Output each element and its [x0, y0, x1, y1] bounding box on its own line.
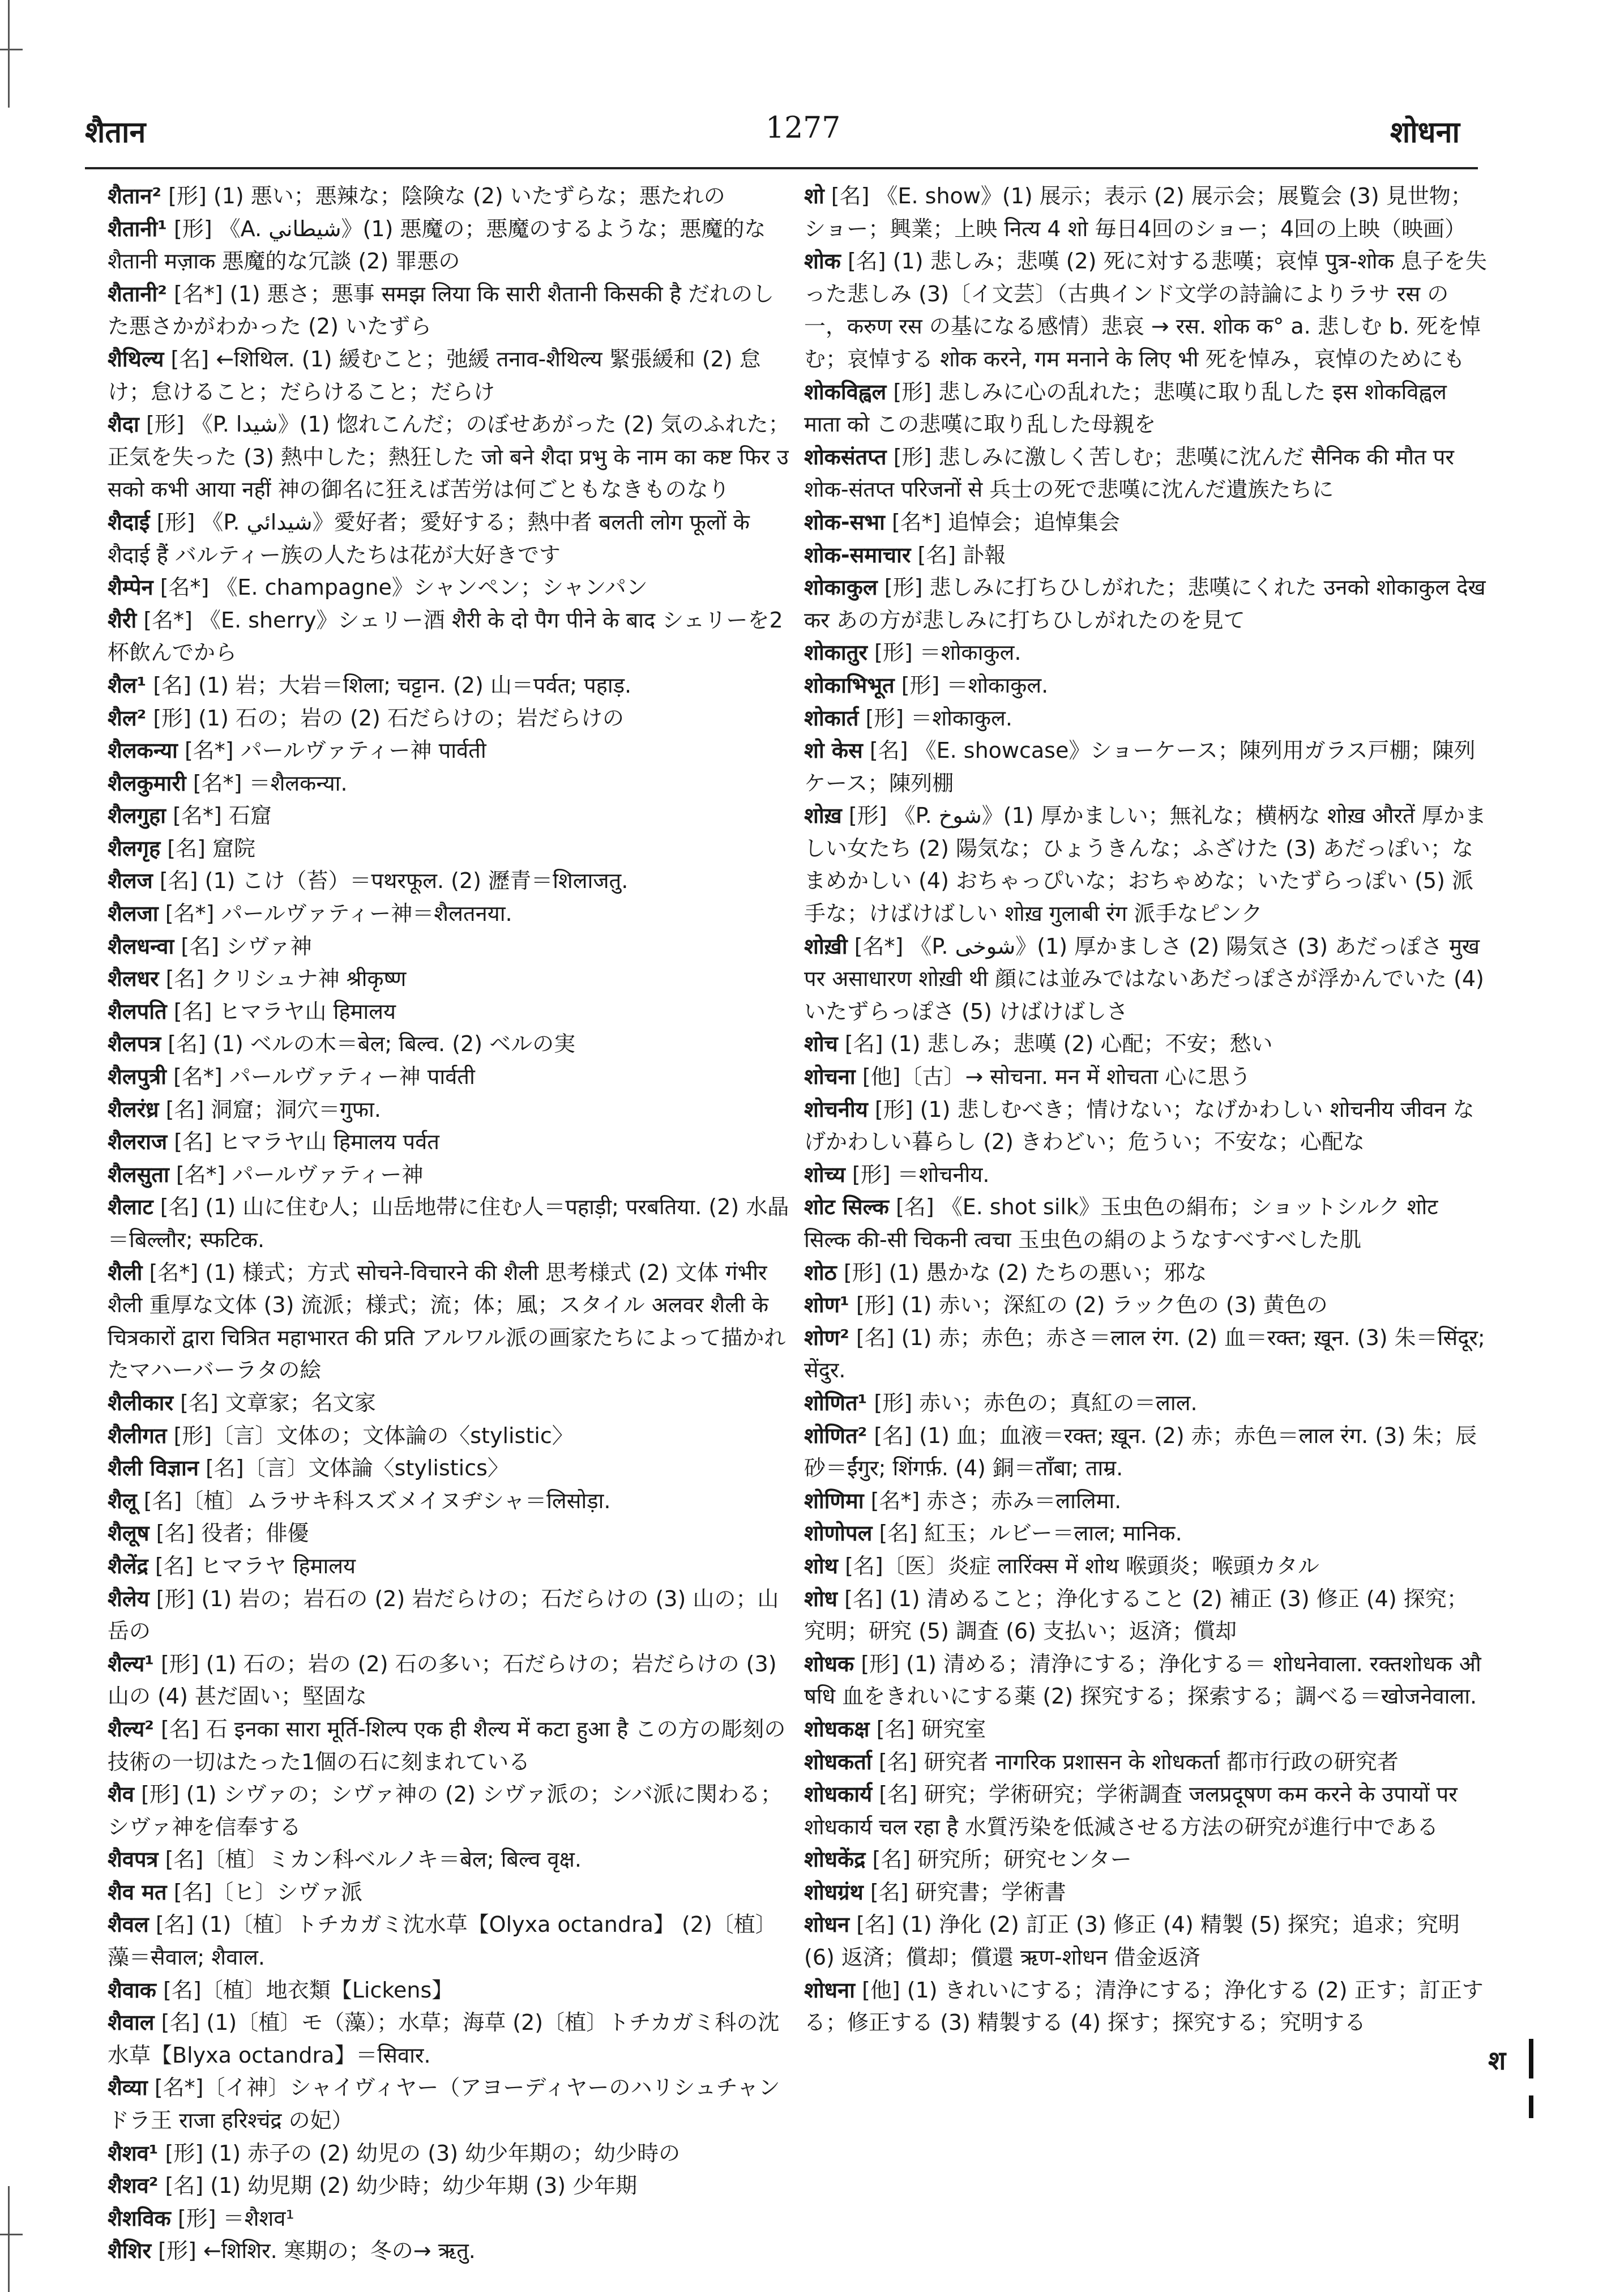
dictionary-entry — [108, 408, 793, 506]
entry-headword: शैलकन्या — [108, 738, 178, 763]
dictionary-entry — [804, 1974, 1489, 2039]
entry-definition: [形] (1) 赤子の (2) 幼児の (3) 幼少年期の；幼少時の — [165, 2140, 681, 2166]
entry-definition: [名]〔医〕炎症 लारिंक्स में शोथ 喉頭炎；喉頭カタル — [845, 1553, 1319, 1578]
dictionary-entry — [804, 539, 1489, 572]
dictionary-entry — [108, 702, 793, 735]
entry-headword: शोधना — [804, 1977, 855, 2003]
entry-definition: [名*] パールヴァティー神 — [176, 1162, 424, 1187]
entry-definition: [形] 悲しみに激しく苦しむ；悲嘆に沈んだ सैनिक की मौत पर शोक-संतप्त परिजनों से 兵士の死で悲嘆に沈んだ遺族たちに — [804, 444, 1454, 502]
dictionary-entry — [108, 1876, 793, 1909]
entry-headword: शैवाल — [108, 2010, 155, 2035]
entry-headword: शोठ — [804, 1260, 837, 1285]
entry-headword: शोणित² — [804, 1423, 867, 1448]
dictionary-entry — [804, 637, 1489, 669]
entry-headword: शैशव² — [108, 2173, 159, 2199]
entry-headword: शैतानी² — [108, 281, 167, 306]
entry-headword: शैरी — [108, 607, 137, 633]
entry-definition: [名] (1) 浄化 (2) 訂正 (3) 修正 (4) 精製 (5) 探究；追求；究明 (6) 返済；償却；償還 ऋण-शोधन 借金返済 — [804, 1912, 1460, 1970]
entry-definition: [名] (1) 赤；赤色；赤さ＝लाल रंग. (2) 血＝रक्त; ख़ून. (3) 朱＝सिंदूर; सेंदुर. — [804, 1325, 1485, 1383]
entry-definition: [形] 《P. شيدائي》愛好者；愛好する；熱中者 बलती लोग फूलों के शैदाई हैं バルティー族の人たちは花が大好きです — [108, 509, 750, 567]
dictionary-entry — [108, 1126, 793, 1159]
entry-definition: [名] (1)〔植〕トチカガミ沈水草【Olyxa octandra】 (2)〔植〕藻＝सैवाल; शैवाल. — [108, 1912, 777, 1970]
entry-definition: [形] 《P. شوخ》(1) 厚かましい；無礼な；横柄な शोख़ औरतें 厚かましい女たち (2) 陽気な；ひょうきんな；ふざけた (3) あだっぽい；なまめかしい (4) おちゃっぴいな；おちゃめな；いたずらっぽい (5) 派手な；けばけばしい शोख़ गुलाबी रंग 派手なピンク — [804, 803, 1486, 927]
dictionary-entry — [108, 1452, 793, 1485]
entry-headword: शोधग्रंथ — [804, 1879, 864, 1905]
entry-headword: शैव मत — [108, 1879, 167, 1905]
dictionary-entry — [108, 833, 793, 865]
entry-definition: [名] シヴァ神 — [181, 933, 312, 959]
dictionary-entry — [108, 1517, 793, 1550]
dictionary-entry — [804, 1289, 1489, 1322]
entry-headword: शैलीकार — [108, 1390, 174, 1415]
entry-definition: [名] ←शिथिल. (1) 緩むこと；弛緩 तनाव-शैथिल्य 緊張緩和 (2) 怠け；怠けること；だらけること；だらけ — [108, 346, 761, 404]
dictionary-entry — [108, 604, 793, 669]
entry-definition: [名*] 赤さ；赤み＝लालिमा. — [870, 1488, 1122, 1513]
left-running-headword: शैतान — [85, 116, 146, 150]
entry-definition: [形] (1) 愚かな (2) たちの悪い；邪な — [843, 1260, 1207, 1285]
entry-headword: शोकविह्वल — [804, 379, 887, 404]
crop-mark — [8, 2186, 10, 2292]
entry-definition: [名] 洞窟；洞穴＝गुफा. — [165, 1096, 381, 1122]
entry-headword: शोधकर्ता — [804, 1749, 872, 1774]
dictionary-entry — [108, 1191, 793, 1256]
entry-headword: शोख़ी — [804, 933, 848, 959]
dictionary-entry — [804, 1094, 1489, 1159]
dictionary-entry — [108, 1550, 793, 1583]
dictionary-entry — [108, 506, 793, 571]
entry-headword: शैलेंद्र — [108, 1553, 148, 1578]
entry-headword: शोकातुर — [804, 640, 867, 665]
entry-headword: शोथ — [804, 1553, 838, 1578]
entry-headword: शैशविक — [108, 2205, 171, 2231]
entry-headword: शैलगृह — [108, 835, 161, 861]
dictionary-entry — [804, 1028, 1489, 1061]
entry-headword: शैलेय — [108, 1586, 149, 1611]
entry-headword: शोधकक्ष — [804, 1716, 870, 1742]
dictionary-entry — [804, 1517, 1489, 1550]
dictionary-entry — [804, 1778, 1489, 1843]
entry-headword: शैलजा — [108, 901, 159, 927]
dictionary-entry — [108, 898, 793, 931]
entry-definition: [名] (1) 血；血液＝रक्त; ख़ून. (2) 赤；赤色＝लाल रंग. (3) 朱；辰砂＝ईंगुर; शिंगर्फ़. (4) 銅＝ताँबा; ताम्र. — [804, 1423, 1477, 1481]
entry-headword: शैलपुत्री — [108, 1064, 167, 1090]
dictionary-entry — [108, 735, 793, 767]
dictionary-entry — [108, 800, 793, 833]
dictionary-entry — [108, 2235, 793, 2268]
entry-headword: शोणित¹ — [804, 1390, 867, 1415]
entry-headword: शोच्य — [804, 1162, 845, 1187]
entry-headword: शोचनीय — [804, 1096, 868, 1122]
entry-headword: शैलपत्र — [108, 1031, 161, 1057]
entry-definition: [形] (1) 悪い；悪辣な；陰険な (2) いたずらな；悪たれの — [168, 183, 725, 208]
dictionary-entry — [804, 1746, 1489, 1779]
dictionary-entry — [804, 1843, 1489, 1876]
dictionary-entry — [108, 1420, 793, 1453]
entry-definition: [形] 《P. شيدا》(1) 惚れこんだ；のぼせあがった (2) 気のふれた；正気を失った (3) 熱中した；熱狂した जो बने शैदा प्रभु के नाम का कष्ट फिर उसको कभी आया नहीं 神の御名に狂えば苦労は何ごともなきものなり — [108, 412, 790, 502]
entry-headword: शोच — [804, 1031, 838, 1057]
dictionary-entry — [804, 245, 1489, 375]
entry-headword: शोचना — [804, 1064, 856, 1090]
entry-headword: शोकाभिभूत — [804, 672, 895, 698]
entry-headword: शैवपत्र — [108, 1847, 159, 1872]
entry-headword: शोख़ — [804, 803, 842, 829]
entry-definition: [名] 研究；学術研究；学術調査 जलप्रदूषण कम करने के उपायों पर शोधकार्य चल रहा है 水質汚染を低減させる方法の研究が進行中である — [804, 1782, 1458, 1839]
entry-headword: शैलूष — [108, 1521, 149, 1546]
entry-definition: [形] (1) シヴァの；シヴァ神の (2) シヴァ派の；シバ派に関わる；シヴァ神を信奉する — [108, 1782, 782, 1839]
entry-definition: [名] ヒマラヤ हिमालय — [155, 1553, 356, 1578]
entry-headword: शोध — [804, 1586, 838, 1611]
entry-definition: [名] クリシュナ神 श्रीकृष्ण — [165, 966, 407, 992]
entry-headword: शैलीगत — [108, 1423, 167, 1448]
dictionary-entry — [108, 2137, 793, 2170]
entry-headword: शैल्य¹ — [108, 1651, 154, 1676]
thumb-index-letter: श — [1488, 2045, 1506, 2076]
entry-headword: शैथिल्य — [108, 346, 164, 372]
entry-definition: [形] ＝शोचनीय. — [852, 1162, 990, 1187]
dictionary-entry — [108, 1028, 793, 1061]
header-rule — [85, 167, 1478, 169]
dictionary-entry — [108, 2072, 793, 2137]
entry-definition: [名] (1)〔植〕モ（藻）；水草；海草 (2)〔植〕トチカガミ科の沈水草【Blyxa octandra】＝सिवार. — [108, 2010, 780, 2068]
entry-definition: [名*] (1) 悪さ；悪事 समझ लिया कि सारी शैतानी किसकी है だれのした悪さかがわかった (2) いたずら — [108, 281, 775, 339]
entry-definition: [他]〔古〕→ सोचना. मन में शोचता 心に思う — [862, 1064, 1251, 1090]
entry-definition: [名]〔言〕文体論〈stylistics〉 — [206, 1456, 509, 1481]
entry-headword: शोकसंतप्त — [804, 444, 887, 470]
entry-headword: शैलसुता — [108, 1162, 169, 1187]
dictionary-entry — [108, 1648, 793, 1713]
entry-headword: शैलज — [108, 868, 153, 894]
entry-definition: [名] (1) 山に住む人；山岳地帯に住む人＝पहाड़ी; परबतिया. (2) 水晶＝बिल्लौर; स्फटिक. — [108, 1194, 789, 1252]
crop-mark — [8, 0, 10, 108]
entry-headword: शैलकुमारी — [108, 770, 186, 796]
entry-definition: [名] 役者；俳優 — [156, 1521, 309, 1546]
entry-headword: शैली विज्ञान — [108, 1456, 199, 1481]
entry-headword: शोण² — [804, 1325, 849, 1350]
entry-definition: [名] (1) ベルの木＝बेल; बिल्व. (2) ベルの実 — [168, 1031, 576, 1057]
dictionary-entry — [804, 506, 1489, 539]
entry-headword: शैलरंध्र — [108, 1096, 159, 1122]
dictionary-entry — [804, 1191, 1489, 1256]
entry-headword: शैलराज — [108, 1129, 168, 1155]
entry-definition: [形] ＝शोकाकुल. — [865, 705, 1012, 731]
entry-headword: शोधकार्य — [804, 1782, 873, 1807]
left-column — [108, 180, 793, 2268]
entry-definition: [名] (1) こけ（苔）＝पथरफूल. (2) 瀝青＝शिलाजतु. — [159, 868, 629, 894]
dictionary-entry — [804, 1648, 1489, 1713]
entry-definition: [他] (1) きれいにする；清浄にする；浄化する (2) 正す；訂正する；修正する (3) 精製する (4) 探す；探究する；究明する — [804, 1977, 1484, 2035]
dictionary-entry — [804, 1909, 1489, 1974]
entry-definition: [名] 《E. showcase》ショーケース；陳列用ガラス戸棚；陳列ケース；陳列棚 — [804, 738, 1476, 796]
entry-definition: [名*] パールヴァティー神 पार्वती — [184, 738, 486, 763]
dictionary-entry — [108, 767, 793, 800]
entry-definition: [形] 《A. شيطاني》(1) 悪魔の；悪魔のするような；悪魔的な शैतानी मज़ाक 悪魔的な冗談 (2) 罪悪の — [108, 216, 766, 274]
entry-definition: [名] 研究室 — [876, 1716, 986, 1742]
entry-headword: शो केस — [804, 738, 863, 763]
entry-headword: शोट सिल्क — [804, 1194, 889, 1220]
entry-headword: शोधन — [804, 1912, 850, 1937]
entry-definition: [名] (1) 悲しみ；悲嘆 (2) 死に対する悲嘆；哀悼 पुत्र-शोक 息子を失った悲しみ (3)〔イ文芸〕（古典インド文学の詩論によりラサ रस の一，करुण रस の基になる感情）悲哀 → रस. शोक क° a. 悲しむ b. 死を悼む；哀悼する शोक करने, गम मनाने के लिए भी 死を悼み，哀悼のためにも — [804, 249, 1487, 372]
dictionary-entry — [804, 702, 1489, 735]
entry-definition: [名] 窟院 — [167, 835, 256, 861]
dictionary-entry — [108, 1974, 793, 2007]
entry-definition: [名] 石 इनका सारा मूर्ति-शिल्प एक ही शैल्य में कटा हुआ है この方の彫刻の技術の一切はたった1個の石に刻まれている — [108, 1716, 786, 1774]
entry-headword: शोकार्त — [804, 705, 859, 731]
entry-definition: [名] (1) 岩；大岩＝शिला; चट्टान. (2) 山＝पर्वत; पहाड़. — [153, 672, 632, 698]
dictionary-entry — [108, 1387, 793, 1420]
entry-headword: शैदाई — [108, 509, 150, 535]
dictionary-entry — [108, 213, 793, 278]
dictionary-entry — [804, 931, 1489, 1028]
entry-headword: शैतानी¹ — [108, 216, 167, 241]
entry-definition: [名] 研究者 नागरिक प्रशासन के शोधकर्ता 都市行政の研究者 — [878, 1749, 1399, 1774]
entry-headword: शैलधर — [108, 966, 159, 992]
dictionary-entry — [804, 180, 1489, 245]
entry-definition: [名*] ＝शैलकन्या. — [193, 770, 348, 796]
entry-definition: [名]〔植〕ミカン科ベルノキ＝बेल; बिल्व वृक्ष. — [165, 1847, 582, 1872]
entry-definition: [名*] パールヴァティー神＝शैलतनया. — [165, 901, 512, 927]
entry-definition: [名] 訃報 — [917, 542, 1006, 567]
dictionary-entry — [804, 1159, 1489, 1192]
dictionary-entry — [804, 571, 1489, 637]
entry-headword: शैल² — [108, 705, 147, 731]
entry-definition: [形] (1) 赤い；深紅の (2) ラック色の (3) 黄色の — [856, 1292, 1328, 1318]
entry-headword: शैलधन्वा — [108, 933, 174, 959]
entry-headword: शैली — [108, 1260, 143, 1285]
entry-headword: शैदा — [108, 412, 139, 437]
entry-definition: [形] 悲しみに心の乱れた；悲嘆に取り乱した इस शोकविह्वल माता को この悲嘆に取り乱した母親を — [804, 379, 1447, 437]
entry-headword: शैशिर — [108, 2238, 152, 2264]
dictionary-entry — [804, 376, 1489, 441]
entry-definition: [形] (1) 悲しむべき；情けない；なげかわしい शोचनीय जीवन なげかわしい暮らし (2) きわどい；危うい；不安な；心配な — [804, 1096, 1475, 1155]
entry-headword: शैलगुहा — [108, 803, 166, 829]
page-number: 1277 — [766, 111, 841, 145]
entry-definition: [名*] 《E. sherry》シェリー酒 शैरी के दो पैग पीने के बाद シェリーを2杯飲んでから — [108, 607, 783, 665]
dictionary-entry — [108, 865, 793, 898]
entry-definition: [形] (1) 石の；岩の (2) 石だらけの；岩だらけの — [153, 705, 624, 731]
entry-definition: [形] ＝शोकाकुल. — [901, 672, 1049, 698]
entry-definition: [名] (1) 清めること；浄化すること (2) 補正 (3) 修正 (4) 探究；究明；研究 (5) 調査 (6) 支払い；返済；償却 — [804, 1586, 1468, 1644]
dictionary-entry — [804, 800, 1489, 930]
entry-definition: [形] (1) 清める；清浄にする；浄化する＝ शोधनेवाला. रक्तशोधक औषधि 血をきれいにする薬 (2) 探究する；探索する；調べる＝खोजनेवाला. — [804, 1651, 1481, 1709]
entry-definition: [形] ＝शोकाकुल. — [874, 640, 1022, 665]
thumb-index-bar — [1529, 2095, 1533, 2118]
entry-headword: शोणोपल — [804, 1521, 873, 1546]
entry-headword: शैलाट — [108, 1194, 153, 1220]
dictionary-entry — [108, 1485, 793, 1518]
entry-headword: शोक — [804, 249, 841, 274]
entry-definition: [名] (1) 幼児期 (2) 幼少時；幼少年期 (3) 少年期 — [165, 2173, 638, 2199]
dictionary-entry — [804, 1322, 1489, 1387]
entry-headword: शैव्या — [108, 2075, 148, 2101]
right-column — [804, 180, 1489, 2039]
dictionary-entry — [108, 2007, 793, 2072]
entry-definition: [形] (1) 岩の；岩石の (2) 岩だらけの；石だらけの (3) 山の；山岳の — [108, 1586, 779, 1644]
entry-headword: शैव — [108, 1782, 134, 1807]
dictionary-entry — [804, 1583, 1489, 1648]
dictionary-entry — [804, 1550, 1489, 1583]
entry-definition: [名] 《E. show》(1) 展示；表示 (2) 展示会；展覧会 (3) 見世物；ショー；興業；上映 नित्य 4 शो 毎日4回のショー；4回の上映（映画） — [804, 183, 1472, 241]
entry-headword: शोधकेंद्र — [804, 1847, 866, 1872]
dictionary-entry — [108, 1159, 793, 1192]
dictionary-entry — [804, 735, 1489, 800]
dictionary-entry — [108, 1094, 793, 1126]
entry-definition: [名]〔植〕地衣類【Lickens】 — [163, 1977, 454, 2003]
crop-mark — [0, 49, 23, 50]
dictionary-entry — [108, 1778, 793, 1843]
dictionary-entry — [108, 343, 793, 408]
dictionary-entry — [108, 931, 793, 963]
entry-headword: शैल¹ — [108, 672, 147, 698]
dictionary-entry — [804, 441, 1489, 506]
entry-definition: [名*] (1) 様式；方式 सोचने-विचारने की शैली 思考様式 (2) 文体 गंभीर शैली 重厚な文体 (3) 流派；様式；流；体；風；スタイル अलवर शैली के चित्रकारों द्वारा चित्रित महाभारत की प्रति アルワル派の画家たちによって描かれたマハーバーラタの絵 — [108, 1260, 786, 1383]
entry-headword: शैल्य² — [108, 1716, 154, 1742]
dictionary-entry — [108, 1583, 793, 1648]
entry-headword: शोकाकुल — [804, 575, 878, 600]
entry-headword: शोक-सभा — [804, 509, 885, 535]
entry-headword: शैम्पेन — [108, 575, 153, 600]
entry-definition: [形] 赤い；赤色の；真紅の＝लाल. — [874, 1390, 1198, 1415]
dictionary-entry — [108, 2170, 793, 2203]
dictionary-entry — [108, 1843, 793, 1876]
entry-definition: [名] 《E. shot silk》玉虫色の絹布；ショットシルク शोट सिल्क की-सी चिकनी त्वचा 玉虫色の絹のようなすべすべした肌 — [804, 1194, 1438, 1252]
dictionary-entry — [108, 180, 793, 213]
dictionary-entry — [108, 278, 793, 343]
right-running-headword: शोधना — [1390, 116, 1460, 150]
dictionary-entry — [108, 2203, 793, 2235]
entry-headword: शैतान² — [108, 183, 162, 208]
entry-headword: शैशव¹ — [108, 2140, 159, 2166]
dictionary-entry — [804, 1420, 1489, 1485]
entry-definition: [形]〔言〕文体の；文体論の〈stylistic〉 — [173, 1423, 574, 1448]
dictionary-entry — [108, 1061, 793, 1094]
entry-definition: [形] ←शिशिर. 寒期の；冬の→ ऋतु. — [158, 2238, 476, 2264]
entry-headword: शो — [804, 183, 824, 208]
entry-definition: [名*] 《P. شوخى》(1) 厚かましさ (2) 陽気さ (3) あだっぽさ मुख पर असाधारण शोख़ी थी 顔には並みではないあだっぽさが浮かんでいた (4) いたずらっぽさ (5) けばけばしさ — [804, 933, 1484, 1024]
entry-definition: [名*] 石窟 — [173, 803, 272, 829]
dictionary-entry — [804, 1876, 1489, 1909]
dictionary-entry — [804, 1061, 1489, 1094]
entry-definition: [名*]〔イ神〕シャイヴィヤー（アヨーディヤーのハリシュチャンドラ王 राजा हरिश्चंद्र の妃） — [108, 2075, 780, 2133]
dictionary-entry — [108, 963, 793, 996]
entry-definition: [名]〔ヒ〕シヴァ派 — [173, 1879, 362, 1905]
entry-definition: [名] ヒマラヤ山 हिमालय — [173, 998, 396, 1024]
entry-definition: [名*] 《E. champagne》シャンペン；シャンパン — [160, 575, 648, 600]
entry-definition: [形] ＝शैशव¹ — [177, 2205, 294, 2231]
thumb-index-bar — [1529, 2039, 1533, 2078]
entry-definition: [名] 研究所；研究センター — [872, 1847, 1132, 1872]
entry-definition: [名]〔植〕ムラサキ科スズメイヌヂシャ＝लिसोड़ा. — [143, 1488, 611, 1513]
entry-definition: [名*] パールヴァティー神 पार्वती — [173, 1064, 475, 1090]
dictionary-entry — [108, 996, 793, 1028]
entry-headword: शैवाक — [108, 1977, 156, 2003]
entry-definition: [名] ヒマラヤ山 हिमालय पर्वत — [174, 1129, 439, 1155]
entry-definition: [形] 悲しみに打ちひしがれた；悲嘆にくれた उनको शोकाकुल देखकर あの方が悲しみに打ちひしがれたのを見て — [804, 575, 1486, 633]
entry-headword: शोक-समाचार — [804, 542, 911, 567]
entry-headword: शोणिमा — [804, 1488, 864, 1513]
entry-headword: शैलू — [108, 1488, 137, 1513]
dictionary-entry — [804, 669, 1489, 702]
entry-definition: [形] (1) 石の；岩の (2) 石の多い；石だらけの；岩だらけの (3) 山の (4) 甚だ固い；堅固な — [108, 1651, 777, 1709]
entry-definition: [名*] 追悼会；追悼集会 — [891, 509, 1120, 535]
entry-definition: [名] (1) 悲しみ；悲嘆 (2) 心配；不安；愁い — [844, 1031, 1273, 1057]
dictionary-entry — [804, 1257, 1489, 1290]
dictionary-entry — [804, 1713, 1489, 1746]
entry-definition: [名] 文章家；名文家 — [180, 1390, 376, 1415]
entry-headword: शैवल — [108, 1912, 149, 1937]
entry-headword: शोण¹ — [804, 1292, 849, 1318]
dictionary-entry — [108, 669, 793, 702]
dictionary-entry — [108, 1713, 793, 1778]
dictionary-entry — [108, 1257, 793, 1387]
dictionary-entry — [804, 1387, 1489, 1420]
entry-headword: शैलपति — [108, 998, 167, 1024]
entry-definition: [名] 紅玉；ルビー＝लाल; मानिक. — [879, 1521, 1182, 1546]
dictionary-entry — [804, 1485, 1489, 1518]
page-header — [0, 111, 1624, 156]
dictionary-entry — [108, 571, 793, 604]
crop-mark — [0, 2234, 23, 2235]
entry-definition: [名] 研究書；学術書 — [870, 1879, 1066, 1905]
dictionary-entry — [108, 1909, 793, 1974]
entry-headword: शोधक — [804, 1651, 854, 1676]
